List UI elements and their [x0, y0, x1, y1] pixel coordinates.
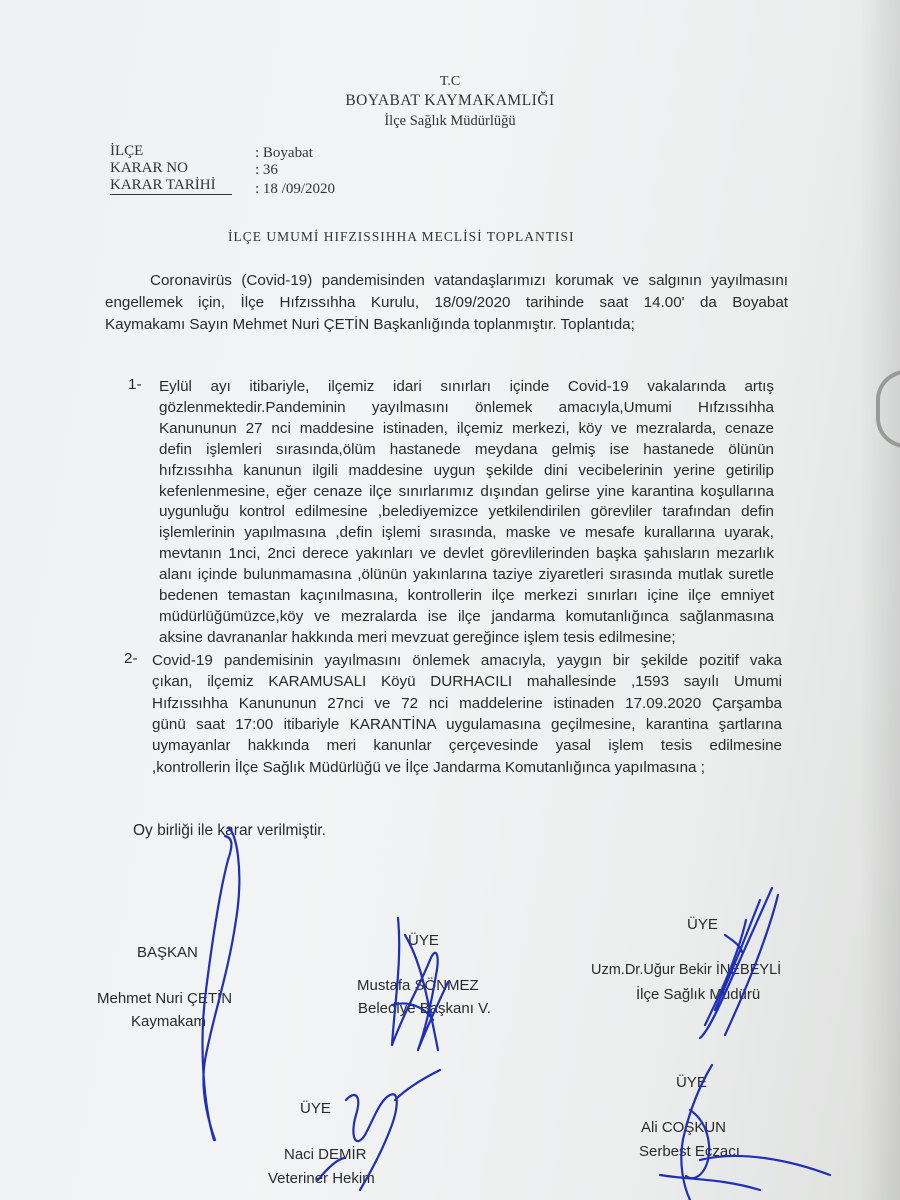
ilce-label: İLÇE	[110, 143, 144, 159]
uye2-name: Uzm.Dr.Uğur Bekir İNEBEYLİ	[591, 962, 782, 978]
karar-no-label: KARAR NO	[110, 160, 188, 176]
uye4-role: ÜYE	[676, 1074, 707, 1091]
intro-line: Coronavirüs (Covid-19) pandemisinden vatandaşlarımızı korumak ve salgının yayılmasını	[150, 272, 788, 289]
uye1-role: ÜYE	[408, 932, 439, 949]
header-office: BOYABAT KAYMAKAMLIĞI	[345, 92, 555, 109]
karar-no-value: : 36	[255, 162, 278, 178]
item-2-line: uymayanlar hakkında meri kanunlar çerçevesinde yasal işlem tesis edilmesine	[152, 737, 782, 755]
item-2-line: ,kontrollerin İlçe Sağlık Müdürlüğü ve İlçe Jandarma Komutanlığınca yapılmasına ;	[152, 758, 705, 776]
uye2-role: ÜYE	[687, 916, 718, 933]
item-1-line: bedenen temastan kaçınılmasına, kontrollerin ilçe merkezi sınırları içine ilçe emniyet	[159, 587, 774, 604]
item-2-number: 2-	[124, 650, 138, 667]
item-1-line: kefenlenmesine, eğer cenaze ilçe sınırlarımız dışından gelirse yine karantina koşullarına	[159, 482, 774, 500]
item-1-line: Kanununun 27 nci maddesine istinaden, ilçemiz merkezi, köy ve mezralarda, cenaze	[159, 419, 774, 437]
item-1-number: 1-	[128, 376, 142, 393]
uye3-title: Veteriner Hekim	[268, 1170, 375, 1187]
baskan-name: Mehmet Nuri ÇETİN	[97, 990, 233, 1007]
signature-baskan	[202, 828, 239, 1140]
closing-statement: Oy birliği ile karar verilmiştir.	[133, 822, 326, 839]
uye3-role: ÜYE	[300, 1100, 331, 1117]
intro-paragraph	[105, 270, 788, 336]
item-2-line: günü saat 17:00 itibariyle KARANTİNA uygulamasına geçilmesine, karantina şartlarına	[152, 715, 782, 733]
intro-line: Kaymakamı Sayın Mehmet Nuri ÇETİN Başkanlığında toplanmıştır. Toplantıda;	[105, 316, 635, 333]
uye4-title: Serbest Eczacı	[639, 1143, 740, 1160]
intro-line: engellemek için, İlçe Hıfzıssıhha Kurulu, 18/09/2020 tarihinde saat 14.00' da Boyabat	[105, 294, 788, 311]
item-2-line: Covid-19 pandemisinin yayılmasını önlemek amacıyla, yaygın bir şekilde pozitif vaka	[152, 652, 782, 669]
item-1-line: işlemlerinin yapılmasına ,defin işlemi sırasında, maske ve mesafe kurallarına uyarak,	[159, 524, 774, 542]
item-1-line: müdürlüğümüzce,köy ve mezralarda ise ilçe jandarma komutanlığınca sağlanmasına	[159, 607, 774, 625]
karar-tarihi-value: : 18 /09/2020	[255, 181, 336, 197]
uye3-name: Naci DEMİR	[284, 1146, 367, 1163]
item-1-line: aksine davrananlar hakkında meri mevzuat gereğince işlem tesis edilmesine;	[159, 628, 676, 646]
karar-tarihi-label: KARAR TARİHİ	[110, 177, 232, 195]
baskan-role: BAŞKAN	[137, 944, 198, 961]
page-shadow	[860, 0, 900, 1200]
baskan-title: Kaymakam	[131, 1013, 207, 1030]
item-1-line: Eylül ayı itibariyle, ilçemiz idari sınırları içinde Covid-19 vakalarında artış	[159, 378, 774, 395]
item-1-line: defin işlemleri sırasında,ölüm hastanede meydana gelmiş ise hastanede ölünün	[159, 440, 774, 458]
item-1-line: alanı içinde bulunmamasına ,ölünün yakınlarına taziye ziyaretleri sırasında mutlak suretle	[159, 566, 774, 584]
uye1-title: Belediye Başkanı V.	[358, 1000, 491, 1017]
header-department: İlçe Sağlık Müdürlüğü	[384, 113, 516, 129]
item-2-line: Hıfzıssıhha Kanununun 27nci ve 72 nci maddelerine istinaden 17.09.2020 Çarşamba	[152, 694, 782, 712]
item-1-line: mevtanın 1nci, 2nci derece yakınları ve devlet görevlilerinden başka şahısların mezarlık	[159, 545, 774, 563]
uye4-name: Ali COŞKUN	[641, 1119, 727, 1136]
item-1-line: hıfzıssıhha kanunun ilgili maddesine uygun şekilde dini vecibelerinin yerine getirilip	[159, 461, 774, 479]
uye2-title: İlçe Sağlık Müdürü	[636, 986, 761, 1003]
ilce-value: : Boyabat	[255, 145, 313, 161]
item-1-line: uygunluğu kontrol edilmesine ,belediyemizce yetkilendirilen görevliler tarafından defin	[159, 503, 774, 521]
header-tc: T.C	[439, 74, 461, 89]
item-1-line: gözlenmektedir.Pandeminin yayılmasını önlemek amacıyla,Umumi Hıfzıssıhha	[159, 398, 774, 416]
document-title: İLÇE UMUMİ HIFZISSIHHA MECLİSİ TOPLANTISI	[228, 229, 575, 244]
uye1-name: Mustafa SÖNMEZ	[357, 977, 479, 994]
item-2-line: çıkan, ilçemiz KARAMUSALI Köyü DURHACILI mahallesinde ,1593 sayılı Umumi	[152, 673, 782, 691]
